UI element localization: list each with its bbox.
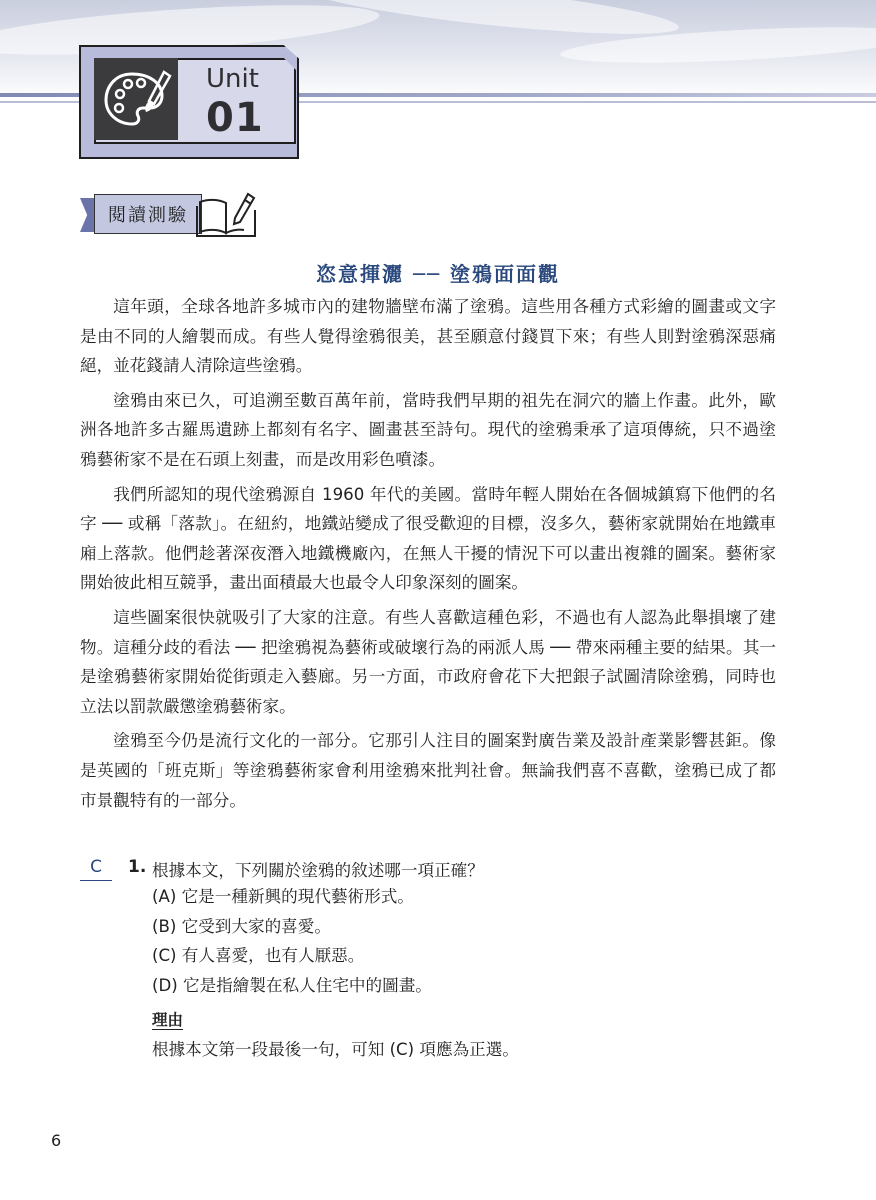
unit-number: 01 [206, 95, 264, 141]
article-body [80, 292, 776, 820]
option-d: (D) 它是指繪製在私人住宅中的圖畫。 [152, 975, 432, 995]
article-paragraph: 塗鴉至今仍是流行文化的一部分。它那引人注目的圖案對廣告業及設計產業影響甚鉅。像是英國的「班克斯」等塗鴉藝術家會利用塗鴉來批判社會。無論我們喜不喜歡，塗鴉已成了都市景觀特有的一部分。 [80, 731, 776, 810]
option-c: (C) 有人喜愛，也有人厭惡。 [152, 946, 365, 965]
reason-label: 理由 [152, 1011, 184, 1029]
palette-brush-icon [94, 58, 178, 140]
article-paragraph: 這些圖案很快就吸引了大家的注意。有些人喜歡這種色彩，不過也有人認為此舉損壞了建物。這種分歧的看法 ── 把塗鴉視為藝術或破壞行為的兩派人馬 ── 帶來兩種主要的結果。其一是塗鴉藝術家開始從街頭走入藝廊。另一方面，市政府會花下大把銀子試圖清除塗鴉，同時也立法以罰款嚴懲塗鴉藝術家。 [80, 607, 776, 716]
question-number: 1. [128, 857, 147, 877]
article-paragraph: 這年頭，全球各地許多城市內的建物牆壁布滿了塗鴉。這些用各種方式彩繪的圖畫或文字是由不同的人繪製而成。有些人覺得塗鴉很美，甚至願意付錢買下來；有些人則對塗鴉深惡痛絕，並花錢請人清除這些塗鴉。 [80, 297, 776, 376]
section-label: 閱讀測驗 [94, 194, 202, 234]
answer-blank: C [80, 854, 112, 881]
option-a: (A) 它是一種新興的現代藝術形式。 [152, 887, 414, 906]
reason-text: 根據本文第一段最後一句，可知 (C) 項應為正選。 [152, 1040, 519, 1059]
unit-label: Unit [206, 64, 259, 94]
book-pencil-icon [196, 192, 258, 238]
question-stem: 根據本文，下列關於塗鴉的敘述哪一項正確？ [152, 861, 484, 880]
question-options [152, 885, 432, 1003]
article-paragraph: 我們所認知的現代塗鴉源自 1960 年代的美國。當時年輕人開始在各個城鎮寫下他們的名字 ── 或稱「落款」。在紐約，地鐵站變成了很受歡迎的目標，沒多久，藝術家就開始在地鐵車廂上落款。他們趁著深夜潛入地鐵機廠內，在無人干擾的情況下可以畫出複雜的圖案。藝術家開始彼此相互競爭，畫出面積最大也最令人印象深刻的圖案。 [80, 484, 776, 593]
unit-icon-box [94, 58, 178, 140]
page-number: 6 [51, 1131, 62, 1150]
option-b: (B) 它受到大家的喜愛。 [152, 916, 331, 936]
article-paragraph: 塗鴉由來已久，可追溯至數百萬年前，當時我們早期的祖先在洞穴的牆上作畫。此外，歐洲各地許多古羅馬遺跡上都刻有名字、圖畫甚至詩句。現代的塗鴉秉承了這項傳統，只不過塗鴉藝術家不是在石頭上刻畫，而是改用彩色噴漆。 [80, 390, 776, 469]
article-title: 恣意揮灑 ── 塗鴉面面觀 [315, 262, 560, 286]
section-tag [80, 192, 200, 238]
